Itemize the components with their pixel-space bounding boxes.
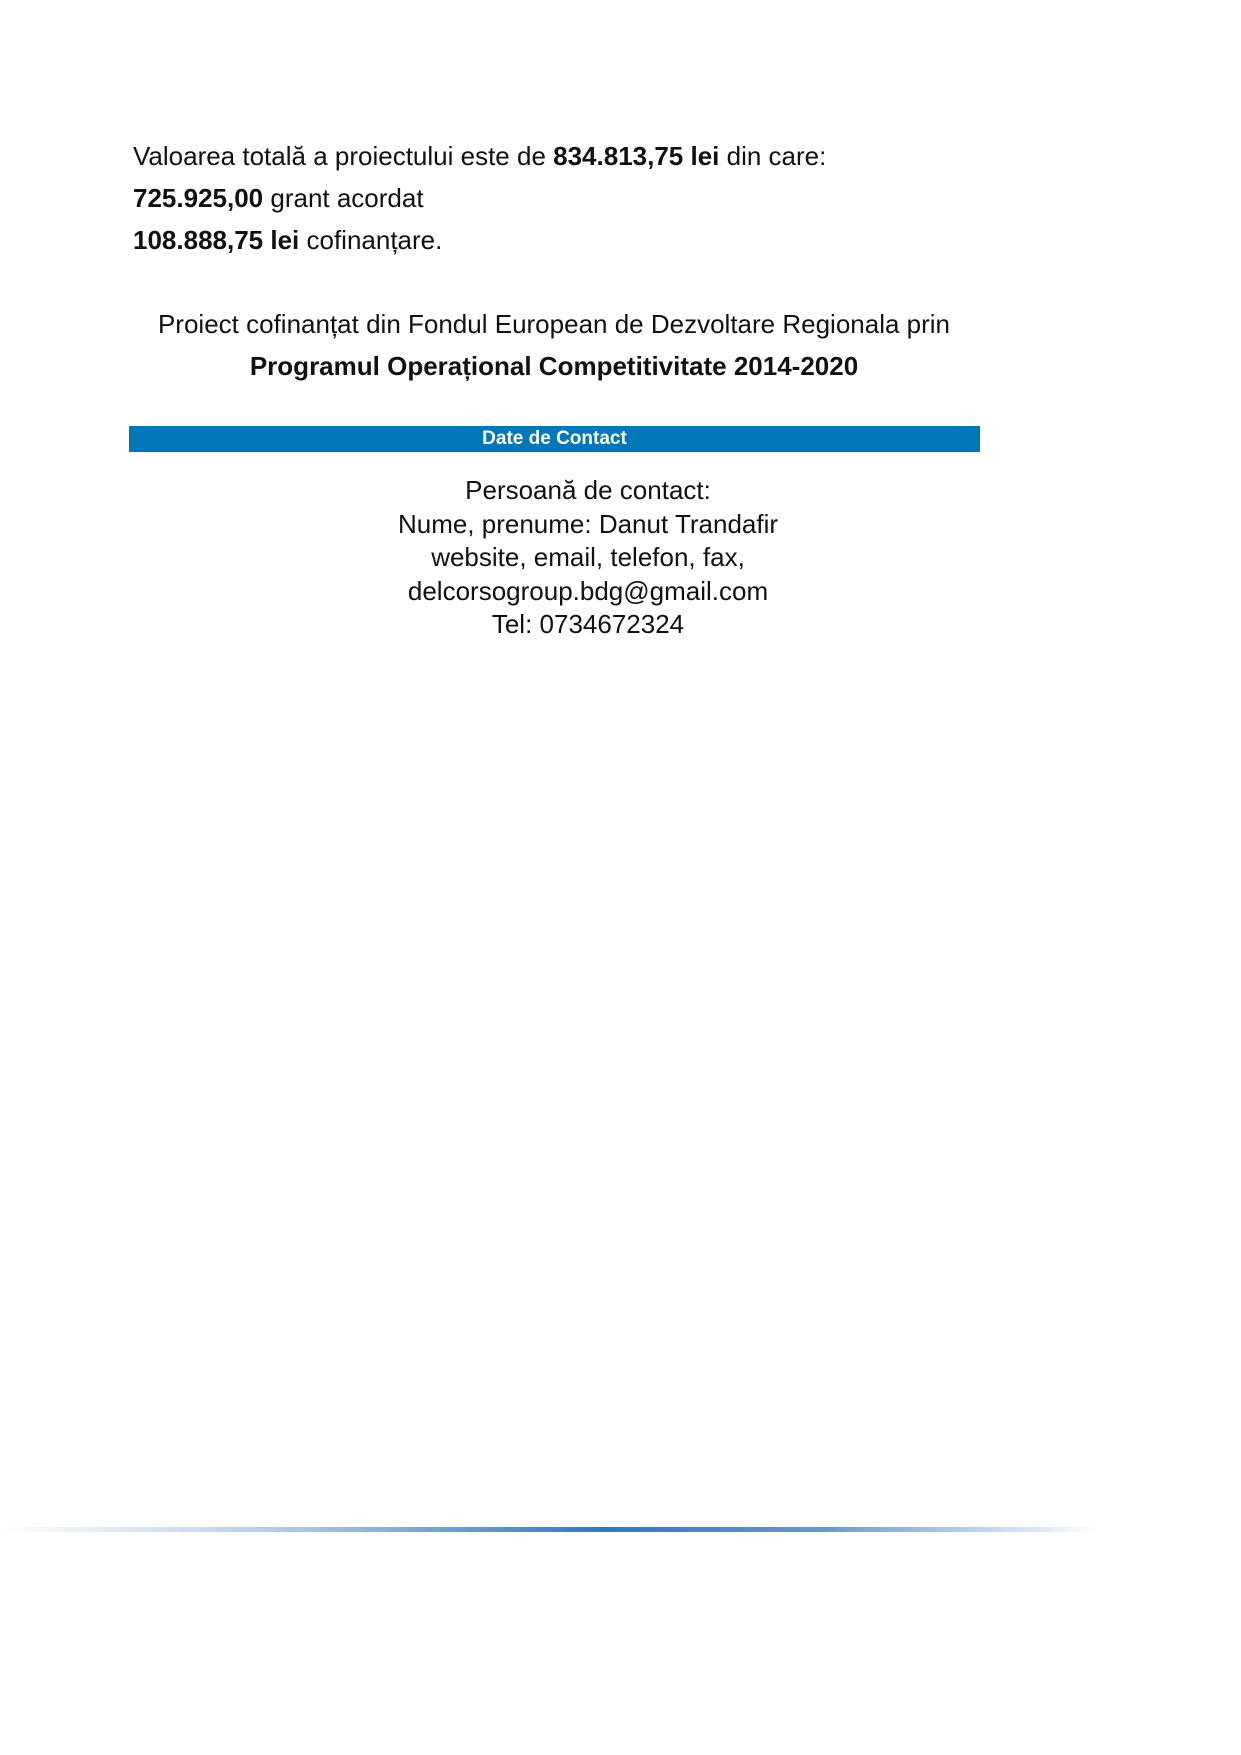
contact-details (378, 474, 798, 642)
program-intro: Proiect cofinanțat din Fondul European de Dezvoltare Regionala prin (157, 309, 951, 339)
grant-line (133, 182, 424, 214)
contact-phone[interactable]: Tel: 0734672324 (491, 609, 685, 639)
total-value-line (133, 140, 826, 172)
contact-section-header: Date de Contact (129, 426, 980, 452)
total-suffix: din care: (719, 141, 827, 171)
footer-gradient-line (0, 1527, 1100, 1532)
program-name: Programul Operațional Competitivitate 2014-2020 (249, 351, 859, 381)
cofinancing-line (133, 224, 442, 256)
contact-person-label: Persoană de contact: (465, 475, 711, 505)
total-value: 834.813,75 lei (553, 141, 720, 171)
grant-label: grant acordat (263, 183, 424, 213)
grant-value: 725.925,00 (133, 183, 264, 213)
contact-channels: website, email, telefon, fax, (431, 542, 745, 572)
cofinancing-label: cofinanțare. (299, 225, 443, 255)
contact-name: Nume, prenume: Danut Trandafir (397, 508, 779, 539)
total-prefix: Valoarea totală a proiectului este de (133, 141, 554, 171)
contact-email[interactable]: delcorsogroup.bdg@gmail.com (407, 575, 769, 606)
cofinancing-value: 108.888,75 lei (133, 225, 300, 255)
